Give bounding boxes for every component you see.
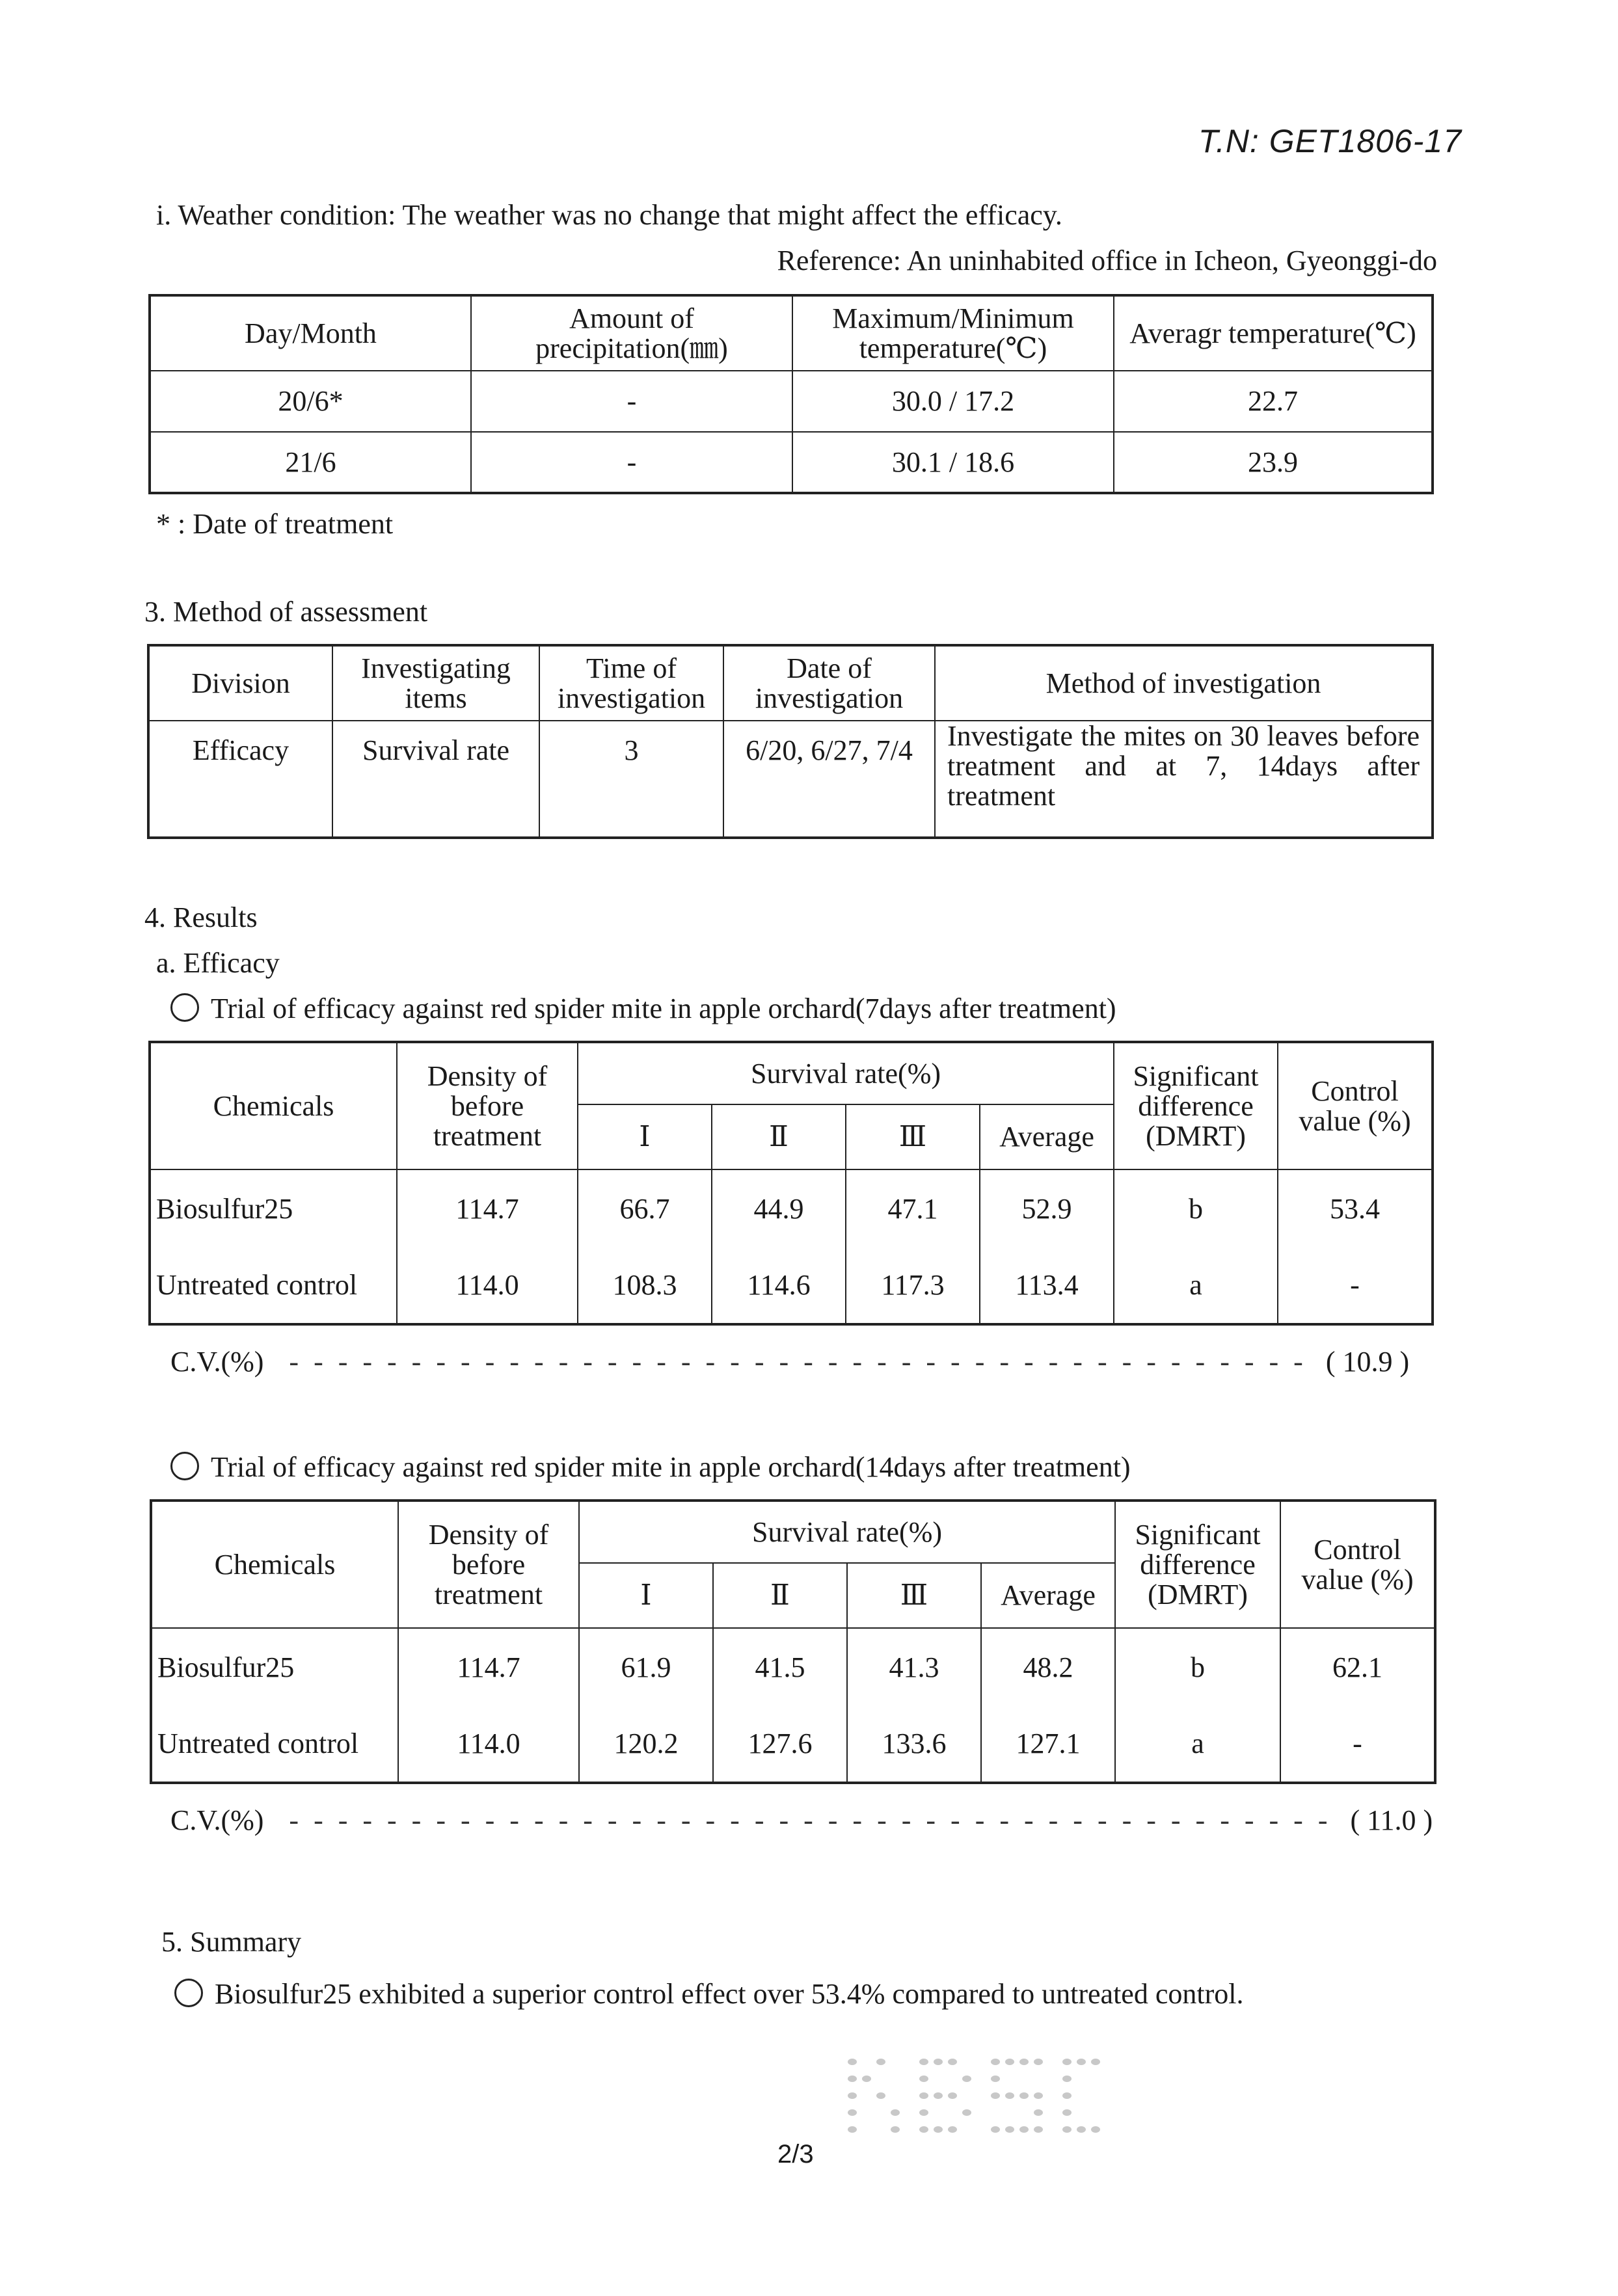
trial14-cell: 127.1 xyxy=(981,1706,1115,1783)
assessment-cell: Efficacy xyxy=(148,721,332,838)
stamp-dot xyxy=(1005,2092,1014,2099)
embossed-stamp xyxy=(826,2049,1126,2146)
trial14-cell: b xyxy=(1115,1628,1280,1706)
weather-cell: 23.9 xyxy=(1114,432,1433,493)
cv-value: ( 10.9 ) xyxy=(1325,1346,1410,1378)
trial7-cell: a xyxy=(1114,1248,1278,1324)
table-row xyxy=(151,1628,1435,1706)
trial14-table xyxy=(150,1499,1436,1784)
trial14-cell: 62.1 xyxy=(1280,1628,1435,1706)
trial7-header-rep3: Ⅲ xyxy=(846,1104,980,1169)
trial14-cell: 120.2 xyxy=(579,1706,713,1783)
stamp-dot xyxy=(848,2109,857,2116)
table-row xyxy=(150,432,1433,493)
circle-bullet-icon xyxy=(174,1979,203,2007)
assessment-header-date: Date of investigation xyxy=(723,645,935,721)
stamp-dot xyxy=(848,2092,857,2099)
document-number: T.N: GET1806-17 xyxy=(1198,123,1462,159)
stamp-dot xyxy=(934,2126,943,2133)
trial7-cell: 47.1 xyxy=(846,1169,980,1248)
stamp-dot xyxy=(919,2059,928,2065)
cv-label: C.V.(%) xyxy=(170,1804,264,1836)
assessment-method-cell: Investigate the mites on 30 leaves before treatment and at 7, 14days after treatment xyxy=(935,721,1433,838)
trial14-header-density: Density of before treatment xyxy=(398,1501,579,1628)
assessment-table xyxy=(147,644,1434,839)
stamp-dot xyxy=(1019,2126,1029,2133)
trial7-header-rep1: Ⅰ xyxy=(578,1104,712,1169)
trial7-header-chemicals: Chemicals xyxy=(150,1042,397,1169)
trial14-cell-chemical: Untreated control xyxy=(151,1706,398,1783)
stamp-dot xyxy=(919,2126,928,2133)
stamp-dot xyxy=(962,2109,971,2116)
trial7-cell: 53.4 xyxy=(1278,1169,1433,1248)
trial14-cell: 133.6 xyxy=(847,1706,981,1783)
stamp-dot xyxy=(991,2059,1000,2065)
weather-cell: - xyxy=(471,432,792,493)
trial7-header-control: Control value (%) xyxy=(1278,1042,1433,1169)
efficacy-subtitle: a. Efficacy xyxy=(156,947,280,979)
trial14-cell-chemical: Biosulfur25 xyxy=(151,1628,398,1706)
stamp-dot xyxy=(991,2076,1000,2082)
stamp-dot xyxy=(1062,2076,1072,2082)
stamp-dot xyxy=(1034,2126,1043,2133)
trial14-cell: 127.6 xyxy=(713,1706,847,1783)
trial7-header-density: Density of before treatment xyxy=(397,1042,578,1169)
stamp-dot xyxy=(919,2109,928,2116)
stamp-dot xyxy=(1091,2059,1100,2065)
trial14-header-average: Average xyxy=(981,1563,1115,1628)
weather-header-maxmin: Maximum/Minimum temperature(℃) xyxy=(792,295,1114,371)
weather-cell: 30.0 / 17.2 xyxy=(792,371,1114,432)
summary-text xyxy=(174,1971,1451,2018)
page-number: 2/3 xyxy=(777,2140,814,2169)
trial14-title-text: Trial of efficacy against red spider mite in apple orchard(14days after treatment) xyxy=(211,1451,1131,1483)
trial14-cell: 48.2 xyxy=(981,1628,1115,1706)
trial14-cell: 41.5 xyxy=(713,1628,847,1706)
stamp-dot xyxy=(862,2076,871,2082)
table-row xyxy=(150,1169,1433,1248)
stamp-dot xyxy=(891,2126,900,2133)
stamp-dot xyxy=(934,2059,943,2065)
dash-leader: - - - - - - - - - - - - - - - - - - - - - - - - - - - - - - - - - - - - - - - - - - xyxy=(289,1346,1307,1378)
trial14-cell: - xyxy=(1280,1706,1435,1783)
stamp-dot xyxy=(1019,2059,1029,2065)
assessment-cell: Survival rate xyxy=(332,721,539,838)
trial7-cell: 52.9 xyxy=(980,1169,1114,1248)
trial14-header-significant: Significant difference (DMRT) xyxy=(1115,1501,1280,1628)
trial14-title xyxy=(170,1450,1131,1484)
trial14-header-control: Control value (%) xyxy=(1280,1501,1435,1628)
stamp-dot xyxy=(1062,2092,1072,2099)
stamp-dot xyxy=(1062,2059,1072,2065)
weather-cell: 22.7 xyxy=(1114,371,1433,432)
weather-table xyxy=(148,294,1434,494)
trial7-cell: - xyxy=(1278,1248,1433,1324)
stamp-dot xyxy=(948,2126,957,2133)
stamp-dot xyxy=(991,2092,1000,2099)
stamp-dot xyxy=(1062,2109,1072,2116)
trial7-cell: 66.7 xyxy=(578,1169,712,1248)
stamp-dot xyxy=(1019,2092,1029,2099)
cv-value: ( 11.0 ) xyxy=(1350,1804,1433,1836)
trial14-header-rep2: Ⅱ xyxy=(713,1563,847,1628)
circle-bullet-icon xyxy=(170,1452,199,1480)
stamp-dot xyxy=(1077,2126,1086,2133)
assessment-cell: 6/20, 6/27, 7/4 xyxy=(723,721,935,838)
trial7-cell: 114.7 xyxy=(397,1169,578,1248)
trial7-cv xyxy=(170,1345,1409,1378)
weather-reference: Reference: An uninhabited office in Icheon, Gyeonggi-do xyxy=(777,245,1437,276)
trial7-cell-chemical: Untreated control xyxy=(150,1248,397,1324)
trial14-cell: a xyxy=(1115,1706,1280,1783)
trial7-cell: 114.0 xyxy=(397,1248,578,1324)
trial14-header-chemicals: Chemicals xyxy=(151,1501,398,1628)
summary-text-content: Biosulfur25 exhibited a superior control effect over 53.4% compared to untreated control. xyxy=(215,1978,1244,2010)
circle-bullet-icon xyxy=(170,993,199,1022)
stamp-dot xyxy=(891,2109,900,2116)
weather-cell: - xyxy=(471,371,792,432)
trial14-cell: 61.9 xyxy=(579,1628,713,1706)
table-row xyxy=(150,1248,1433,1324)
stamp-dot xyxy=(848,2126,857,2133)
trial7-cell: 108.3 xyxy=(578,1248,712,1324)
stamp-dot xyxy=(991,2126,1000,2133)
table-row xyxy=(151,1706,1435,1783)
trial7-table xyxy=(148,1041,1434,1326)
weather-cell: 21/6 xyxy=(150,432,471,493)
stamp-dot xyxy=(919,2076,928,2082)
trial14-header-survival: Survival rate(%) xyxy=(579,1501,1115,1563)
trial7-cell: b xyxy=(1114,1169,1278,1248)
trial7-title-text: Trial of efficacy against red spider mite in apple orchard(7days after treatment) xyxy=(211,993,1116,1024)
stamp-dot xyxy=(1062,2126,1072,2133)
stamp-dot xyxy=(1091,2126,1100,2133)
trial14-cell: 41.3 xyxy=(847,1628,981,1706)
stamp-dot xyxy=(1034,2059,1043,2065)
stamp-dot xyxy=(876,2059,885,2065)
trial7-header-rep2: Ⅱ xyxy=(712,1104,846,1169)
trial7-header-significant: Significant difference (DMRT) xyxy=(1114,1042,1278,1169)
summary-title: 5. Summary xyxy=(161,1926,302,1958)
table-row xyxy=(148,721,1433,838)
weather-cell: 20/6* xyxy=(150,371,471,432)
cv-label: C.V.(%) xyxy=(170,1346,264,1378)
weather-header-day: Day/Month xyxy=(150,295,471,371)
stamp-dot xyxy=(1034,2092,1043,2099)
dash-leader: - - - - - - - - - - - - - - - - - - - - - - - - - - - - - - - - - - - - - - - - - - - xyxy=(289,1804,1332,1836)
trial7-header-average: Average xyxy=(980,1104,1114,1169)
trial14-cv xyxy=(170,1804,1433,1837)
stamp-dot xyxy=(1005,2126,1014,2133)
stamp-dot xyxy=(1077,2059,1086,2065)
weather-footnote: * : Date of treatment xyxy=(156,508,394,540)
weather-header-average: Averagr temperature(℃) xyxy=(1114,295,1433,371)
assessment-header-method: Method of investigation xyxy=(935,645,1433,721)
table-row xyxy=(150,371,1433,432)
trial7-cell: 113.4 xyxy=(980,1248,1114,1324)
assessment-title: 3. Method of assessment xyxy=(144,596,428,628)
trial7-title xyxy=(170,992,1116,1025)
stamp-dot xyxy=(919,2092,928,2099)
stamp-dot xyxy=(876,2092,885,2099)
weather-header-precipitation: Amount of precipitation(㎜) xyxy=(471,295,792,371)
assessment-header-items: Investigating items xyxy=(332,645,539,721)
trial14-header-rep3: Ⅲ xyxy=(847,1563,981,1628)
weather-cell: 30.1 / 18.6 xyxy=(792,432,1114,493)
assessment-header-division: Division xyxy=(148,645,332,721)
trial14-header-rep1: Ⅰ xyxy=(579,1563,713,1628)
weather-condition-line: i. Weather condition: The weather was no change that might affect the efficacy. xyxy=(156,199,1062,231)
stamp-dot xyxy=(1005,2059,1014,2065)
trial14-cell: 114.7 xyxy=(398,1628,579,1706)
stamp-dot xyxy=(934,2092,943,2099)
trial7-header-survival: Survival rate(%) xyxy=(578,1042,1114,1104)
assessment-cell: 3 xyxy=(539,721,723,838)
trial7-cell: 114.6 xyxy=(712,1248,846,1324)
assessment-header-time: Time of investigation xyxy=(539,645,723,721)
stamp-dot xyxy=(848,2076,857,2082)
trial7-cell: 44.9 xyxy=(712,1169,846,1248)
stamp-dot xyxy=(848,2059,857,2065)
trial14-cell: 114.0 xyxy=(398,1706,579,1783)
stamp-dot xyxy=(1034,2109,1043,2116)
trial7-cell: 117.3 xyxy=(846,1248,980,1324)
stamp-dot xyxy=(962,2076,971,2082)
trial7-cell-chemical: Biosulfur25 xyxy=(150,1169,397,1248)
results-title: 4. Results xyxy=(144,901,258,933)
stamp-dot xyxy=(948,2092,957,2099)
stamp-dot xyxy=(948,2059,957,2065)
